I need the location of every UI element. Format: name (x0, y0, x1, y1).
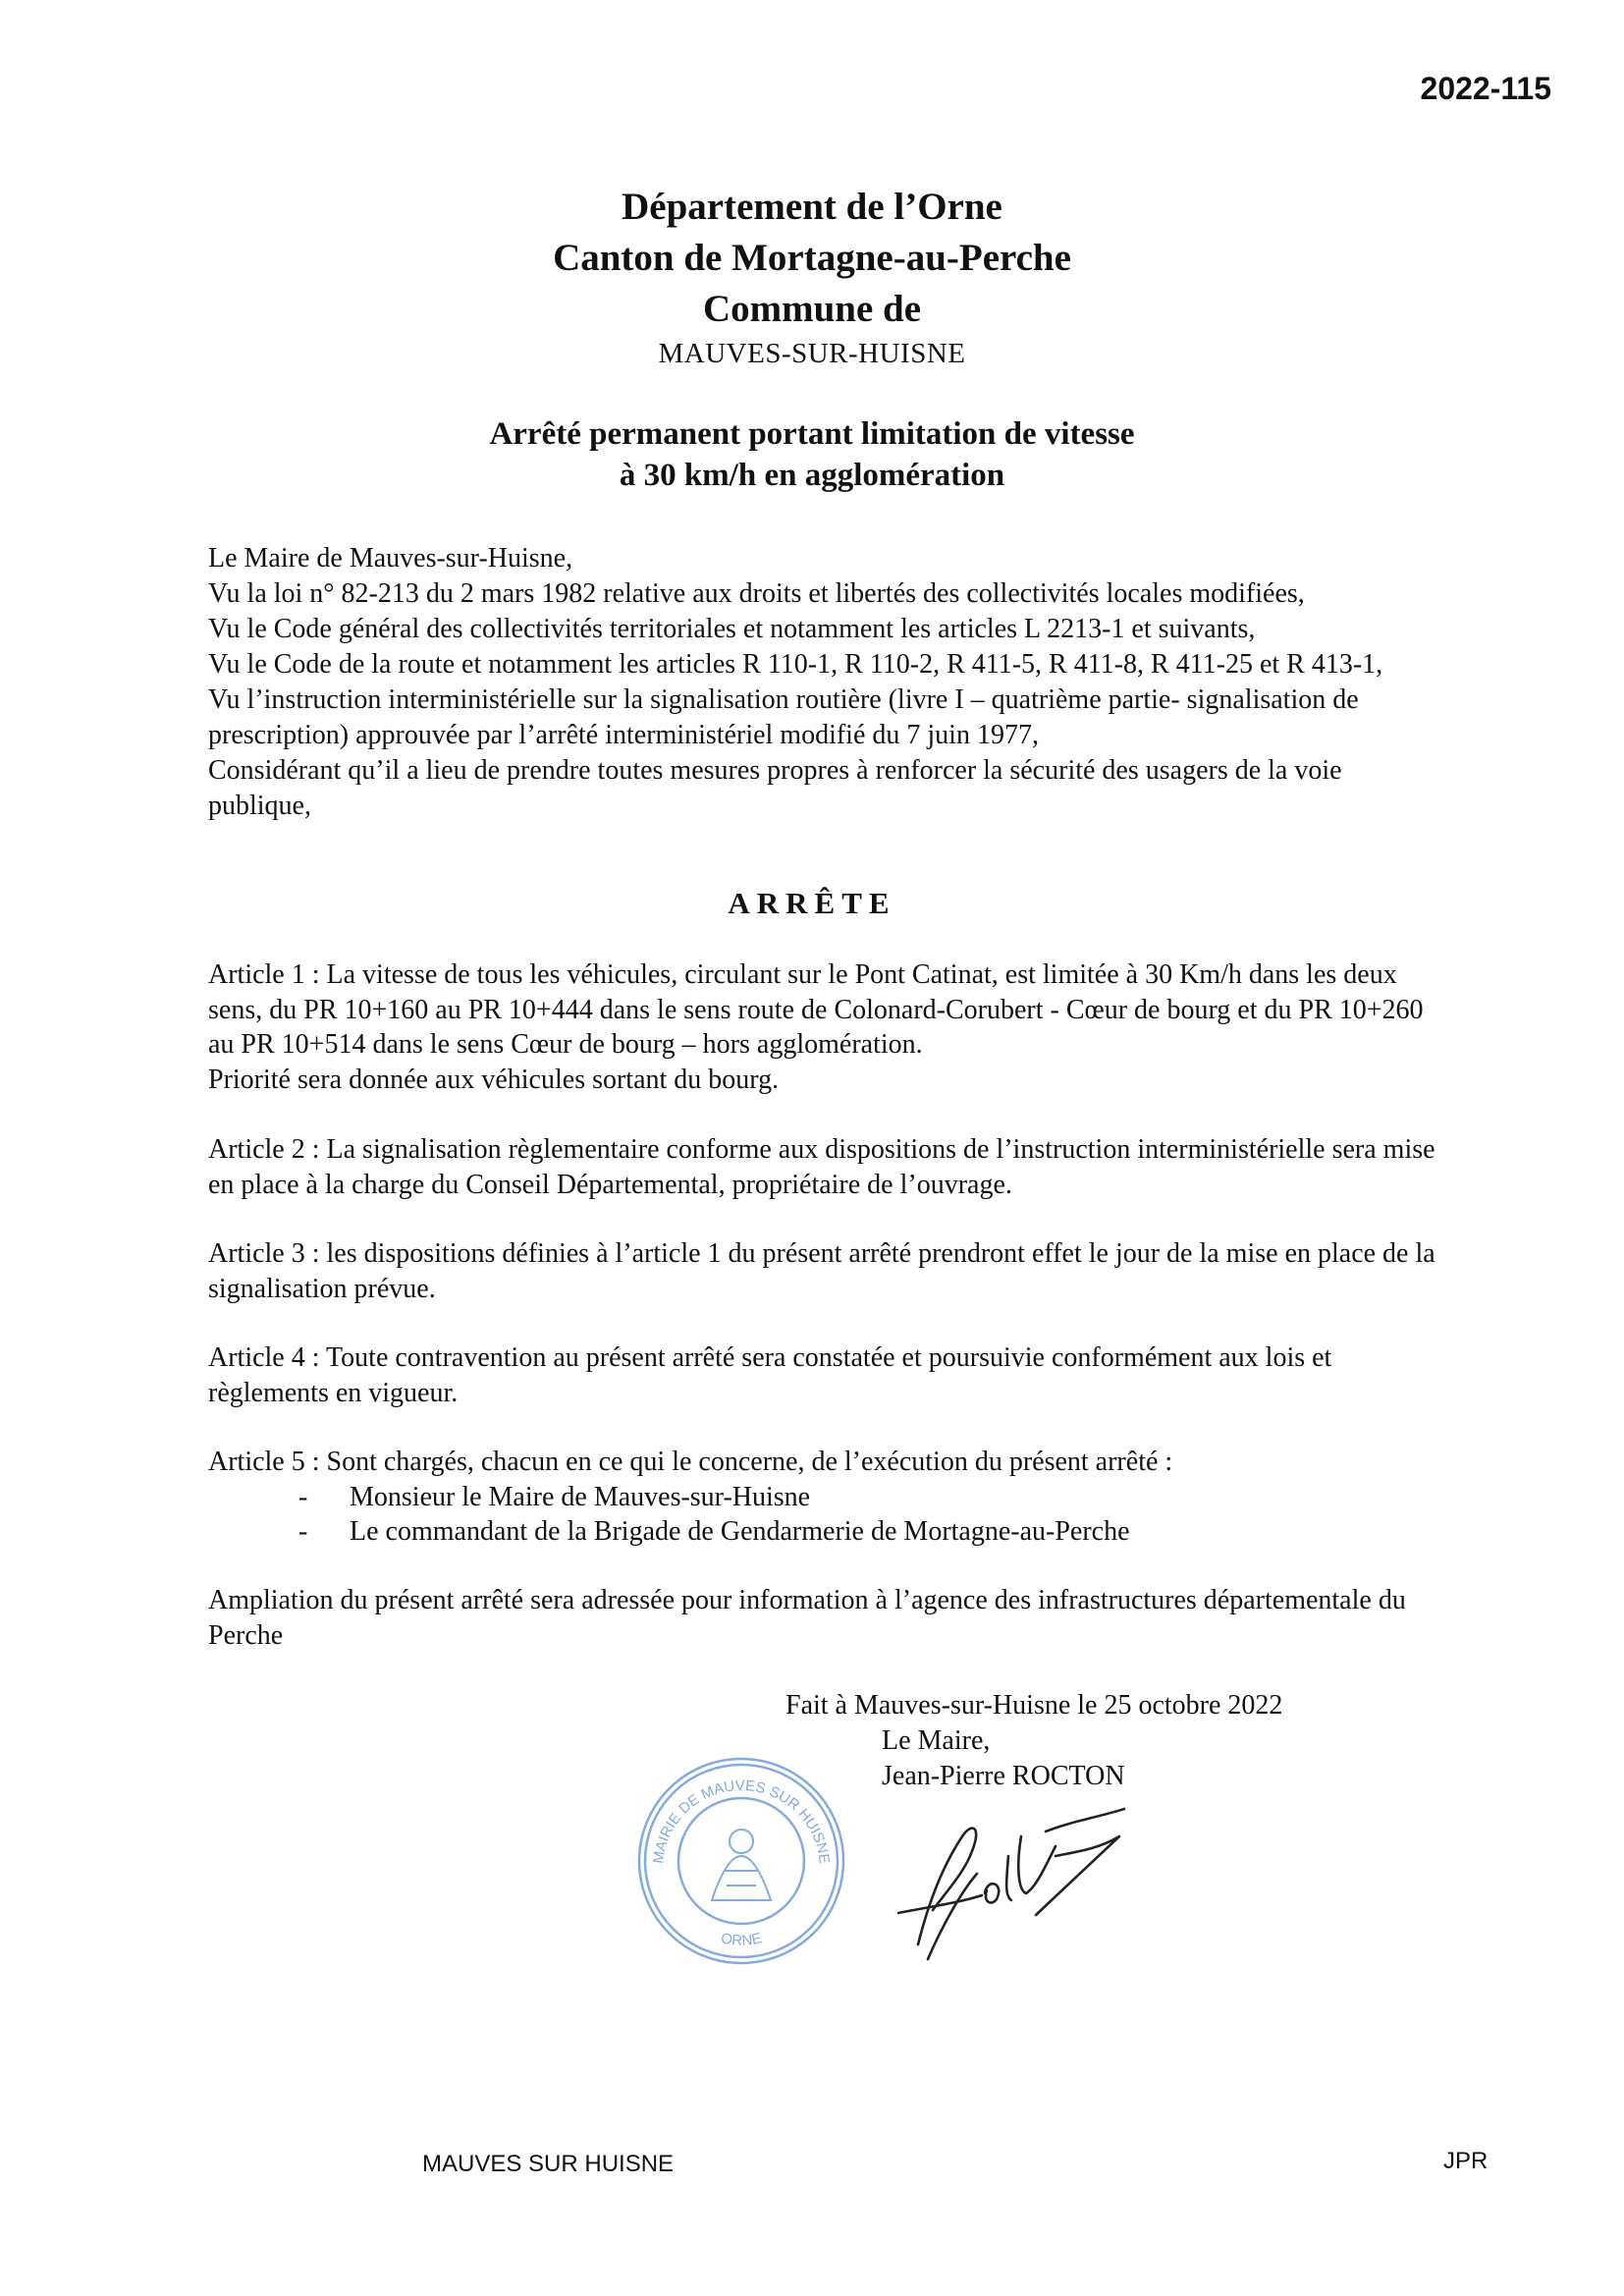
preamble-line: Vu le Code général des collectivités territoriales et notamment les articles L 2213-1 et suivants, (208, 614, 1256, 644)
preamble-line: Vu la loi n° 82-213 du 2 mars 1982 relative aux droits et libertés des collectivités locales modifiées, (208, 578, 1305, 609)
article-4: Article 4 : Toute contravention au présent arrêté sera constatée et poursuivie conformément aux lois et règlements en vigueur. (208, 1342, 1332, 1408)
preamble-line: Vu l’instruction interministérielle sur la signalisation routière (livre I – quatrième partie- signalisation de prescription) approuvée par l’arrêté interministériel modifié du 7 juin 1977, (208, 684, 1359, 750)
decree-heading: ARRÊTE (728, 886, 896, 920)
list-item (208, 1514, 1435, 1550)
article-2: Article 2 : La signalisation règlementaire conforme aux dispositions de l’instruction interministérielle sera mise en place à la charge du Conseil Départemental, propriétaire de l’ouvrage. (208, 1134, 1435, 1200)
signatory-name: Jean-Pierre ROCTON (882, 1761, 1125, 1791)
article-1-note: Priorité sera donnée aux véhicules sortant du bourg. (208, 1064, 780, 1095)
preamble (208, 541, 1435, 824)
seal-top-text: MAIRIE DE MAUVES SUR HUISNE (650, 1777, 833, 1865)
decree-title-line2: à 30 km/h en agglomération (619, 458, 1005, 493)
list-item-text: Monsieur le Maire de Mauves-sur-Huisne (350, 1481, 811, 1512)
article-1-text: Article 1 : La vitesse de tous les véhicules, circulant sur le Pont Catinat, est limitée à 30 Km/h dans les deux sens, du PR 10+160 au PR 10+444 dans le sens route de Colonard-Corubert - Cœur de bourg et du PR 10+260 au PR 10+514 dans le sens Cœur de bourg – hors agglomération. (208, 959, 1424, 1060)
department-heading: Département de l’Orne (622, 186, 1002, 228)
official-seal-icon (633, 1753, 849, 1969)
canton-heading: Canton de Mortagne-au-Perche (553, 237, 1071, 279)
ampliation: Ampliation du présent arrêté sera adressée pour information à l’agence des infrastructures départementale du Perche (208, 1585, 1406, 1651)
article-3: Article 3 : les dispositions définies à l’article 1 du présent arrêté prendront effet le jour de la mise en place de la signalisation prévue. (208, 1238, 1435, 1304)
article-1 (208, 957, 1435, 1097)
place-date: Fait à Mauves-sur-Huisne le 25 octobre 2022 (785, 1690, 1283, 1721)
preamble-line: Considérant qu’il a lieu de prendre toutes mesures propres à renforcer la sécurité des usagers de la voie publique, (208, 755, 1342, 821)
article-5 (208, 1445, 1435, 1550)
signatory-block (882, 1723, 1125, 1794)
reference-number: 2022-115 (1420, 71, 1551, 106)
article-5-text: Article 5 : Sont chargés, chacun en ce qui le concerne, de l’exécution du présent arrêté : (208, 1447, 1173, 1477)
bullet-dash: - (298, 1516, 308, 1547)
commune-name: MAUVES-SUR-HUISNE (658, 338, 966, 369)
footer-left: MAUVES SUR HUISNE (422, 2151, 675, 2177)
signatory-role: Le Maire, (882, 1725, 991, 1756)
preamble-line: Vu le Code de la route et notamment les articles R 110-1, R 110-2, R 411-5, R 411-8, R 411-25 et R 413-1, (208, 649, 1383, 680)
footer-right: JPR (1443, 2148, 1489, 2174)
handwritten-signature (889, 1797, 1144, 1964)
decree-title-line1: Arrêté permanent portant limitation de vitesse (489, 416, 1135, 452)
list-item (208, 1480, 1435, 1515)
svg-text:ORNE (720, 1930, 764, 1949)
bullet-dash: - (298, 1481, 308, 1512)
commune-label: Commune de (702, 288, 922, 330)
seal-bottom-text: ORNE (719, 1930, 764, 1949)
list-item-text: Le commandant de la Brigade de Gendarmerie de Mortagne-au-Perche (350, 1516, 1130, 1547)
preamble-line: Le Maire de Mauves-sur-Huisne, (208, 543, 573, 574)
